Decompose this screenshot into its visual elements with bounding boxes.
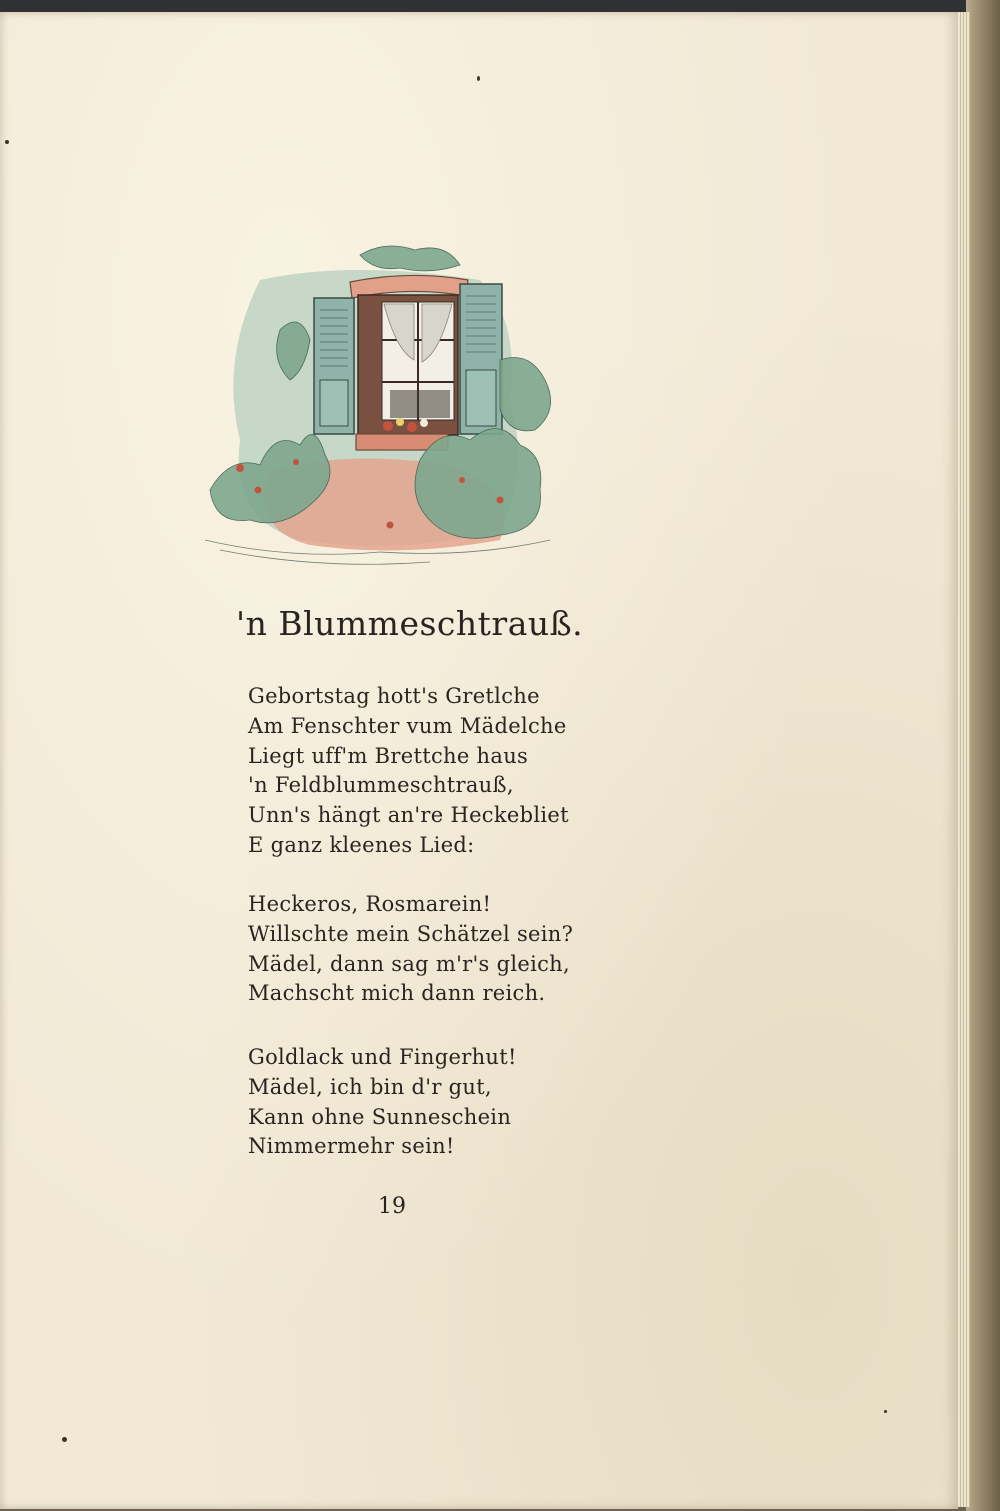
poem-line: Heckeros, Rosmarein! (248, 892, 492, 916)
page-number: 19 (378, 1194, 406, 1219)
poem-line: Willschte mein Schätzel sein? (248, 921, 574, 946)
poem-line: Gebortstag hott's Gretlche (248, 684, 540, 708)
ink-speck (477, 76, 480, 81)
book-page (0, 12, 958, 1509)
poem-title: 'n Blummeschtrauß. (236, 604, 584, 643)
ink-speck (62, 1437, 67, 1442)
poem-line: Liegt uff'm Brettche haus (248, 743, 529, 768)
ink-speck (5, 140, 9, 144)
poem-line: Kann ohne Sunneschein (248, 1104, 512, 1129)
poem-line: Goldlack und Fingerhut! (248, 1045, 517, 1069)
poem-stanza-1 (248, 682, 668, 861)
book-cover-edge-right (966, 0, 1000, 1511)
ink-speck (884, 1410, 887, 1413)
poem-line: Am Fenschter vum Mädelche (248, 713, 567, 738)
poem-line: E ganz kleenes Lied: (248, 832, 475, 857)
window-with-shutters-and-flowers-icon (200, 240, 560, 570)
poem-line: Mädel, ich bin d'r gut, (248, 1074, 492, 1099)
poem-line: Nimmermehr sein! (248, 1134, 455, 1159)
poem-stanza-2 (248, 890, 668, 1009)
poem-stanza-3 (248, 1043, 668, 1162)
poem-line: 'n Feldblummeschtrauß, (248, 773, 514, 798)
poem-line: Machscht mich dann reich. (248, 981, 546, 1006)
poem-line: Unn's hängt an're Heckebliet (248, 803, 569, 828)
poem-line: Mädel, dann sag m'r's gleich, (248, 951, 570, 976)
